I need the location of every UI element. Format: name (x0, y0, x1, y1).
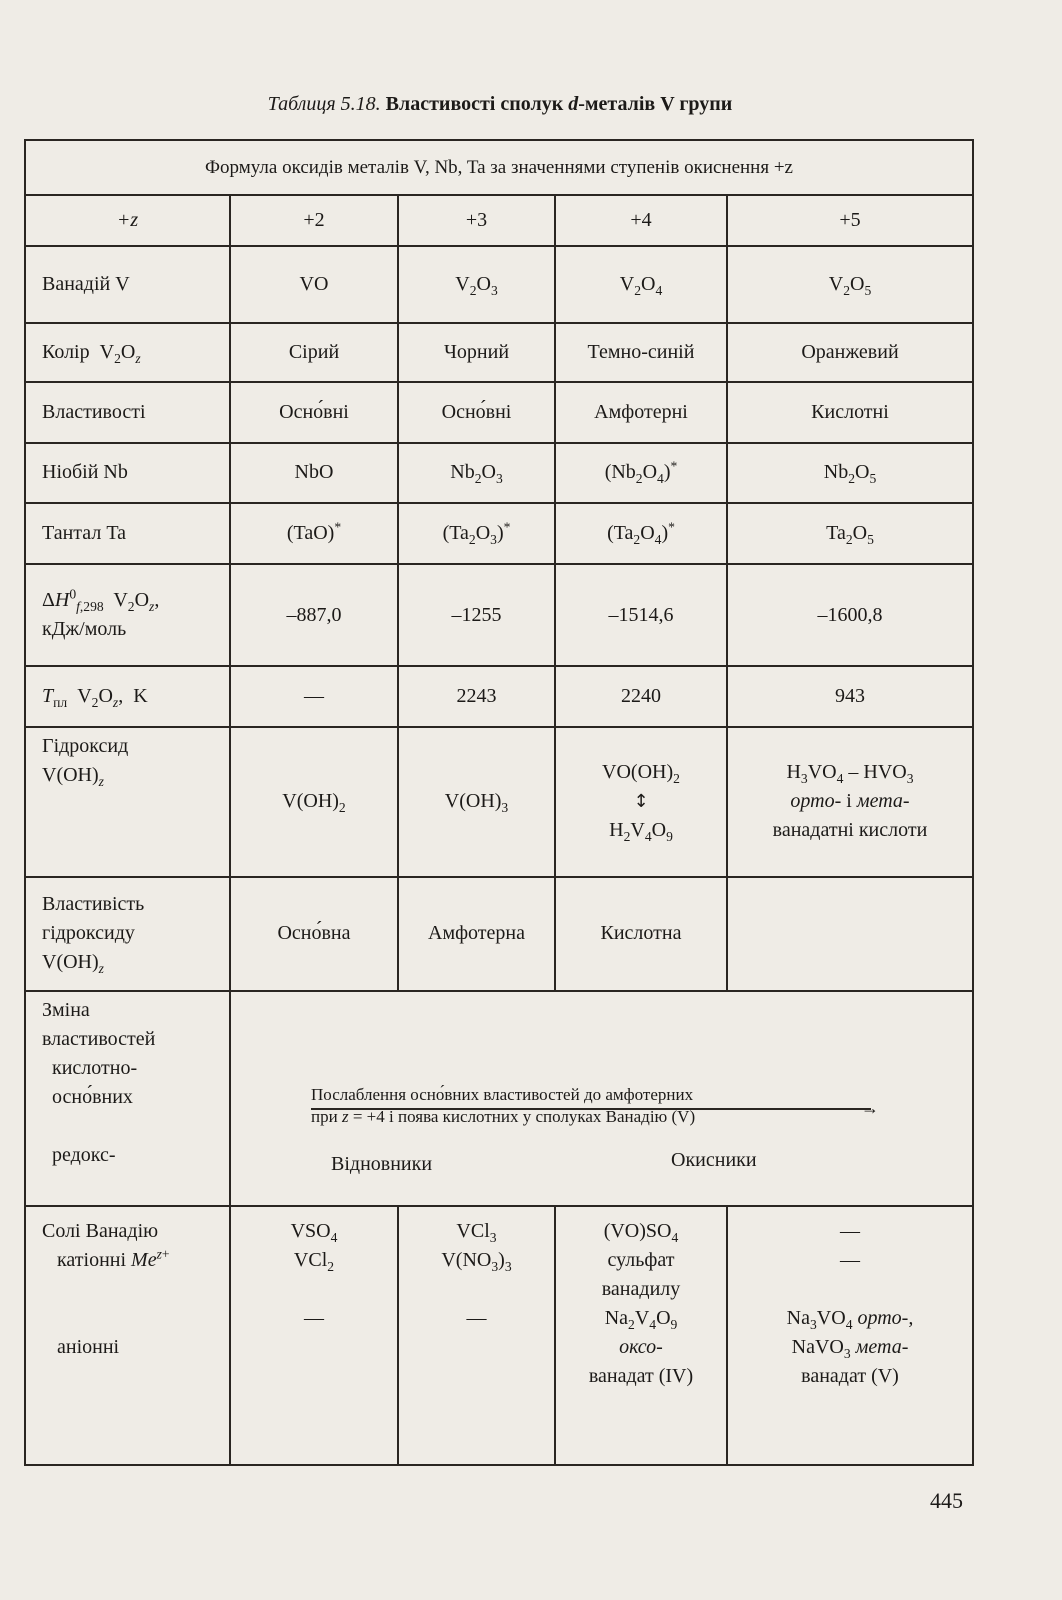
formula-cell: $Nb_2O_3$ (398, 443, 555, 504)
row-label: Гідроксид $V(OH)_z$ (25, 727, 230, 877)
row-label: Ніобій Nb (25, 443, 230, 504)
value-cell: Чорний (398, 323, 555, 382)
vanadium-row (25, 246, 973, 323)
z-value: +3 (398, 195, 555, 246)
trend-arrow-line (311, 1108, 871, 1110)
row-label: $\Delta H^0_{f,298}$ $V_2O_z$, кДж/моль (25, 564, 230, 666)
formula-cell: $V_2O_3$ (398, 246, 555, 323)
value-cell: –1255 (398, 564, 555, 666)
enthalpy-row (25, 564, 973, 666)
tantalum-row (25, 503, 973, 564)
title-text-2: -металів V групи (578, 93, 733, 115)
formula-cell: $(Nb_2O_4)^*$ (555, 443, 727, 504)
formula-cell: $V(OH)_3$ (398, 727, 555, 877)
row-label: Колір $V_2O_z$ (25, 323, 230, 382)
z-value: +2 (230, 195, 398, 246)
value-cell: –887,0 (230, 564, 398, 666)
row-label: Зміна властивостей кислотно- осно́вних редокс- (25, 991, 230, 1206)
niobium-row (25, 443, 973, 504)
formula-cell: $H_3VO_4 - HVO_3$ орто- і мета- ванадатні кислоти (727, 727, 973, 877)
row-label: Тантал Ta (25, 503, 230, 564)
formula-cell: $V_2O_4$ (555, 246, 727, 323)
z-label: +z (25, 195, 230, 246)
formula-cell: $Nb_2O_5$ (727, 443, 973, 504)
row-label: $T_{пл}$ $V_2O_z$, K (25, 666, 230, 727)
row-label: Ванадій V (25, 246, 230, 323)
value-cell: Осно́вна (230, 877, 398, 991)
value-cell: Кислотна (555, 877, 727, 991)
formula-cell: $Ta_2O_5$ (727, 503, 973, 564)
value-cell: 2240 (555, 666, 727, 727)
property-change-cell (230, 991, 973, 1206)
value-cell: Кислотні (727, 382, 973, 443)
value-cell: Сірий (230, 323, 398, 382)
row-label: Солі Ванадію катіонні $Me^{z+}$ аніонні (25, 1206, 230, 1465)
page-title (0, 93, 1000, 116)
oxidants-label: Окисники (671, 1148, 757, 1171)
property-change-row (25, 991, 973, 1206)
row-label: Властивості (25, 382, 230, 443)
z-value: +4 (555, 195, 727, 246)
value-cell: Осно́вні (398, 382, 555, 443)
salt-cell: VCl$_3$ $V(NO_3)_3$ — (398, 1206, 555, 1465)
row-label: Властивість гідроксиду $V(OH)_z$ (25, 877, 230, 991)
formula-cell: NbO (230, 443, 398, 504)
value-cell: Оранжевий (727, 323, 973, 382)
table-number: Таблиця 5.18. (267, 93, 381, 115)
formula-cell: $V_2O_5$ (727, 246, 973, 323)
table-header-row (25, 140, 973, 195)
salt-cell: $VSO_4$ VCl$_2$ — (230, 1206, 398, 1465)
properties-row (25, 382, 973, 443)
color-row (25, 323, 973, 382)
value-cell: Амфотерні (555, 382, 727, 443)
formula-cell: $(Ta_2O_3)^*$ (398, 503, 555, 564)
z-value: +5 (727, 195, 973, 246)
value-cell: 2243 (398, 666, 555, 727)
oxidation-state-row (25, 195, 973, 246)
value-cell: Темно-синій (555, 323, 727, 382)
arrow-right-icon: → (861, 1097, 879, 1118)
value-cell: 943 (727, 666, 973, 727)
value-cell (727, 877, 973, 991)
title-text-1: Властивості сполук (385, 93, 569, 115)
trend-text: Послаблення осно́вних властивостей до амфотерних при z = +4 і поява кислотних у сполуках Ванадію (V) (311, 1084, 696, 1126)
value-cell: –1600,8 (727, 564, 973, 666)
formula-cell: VO (230, 246, 398, 323)
formula-cell: $V(OH)_2$ (230, 727, 398, 877)
formula-cell: (TaO)* (230, 503, 398, 564)
properties-table (24, 139, 974, 1466)
hydroxide-property-row (25, 877, 973, 991)
salts-row (25, 1206, 973, 1465)
formula-cell: $VO(OH)_2$ ↕ $H_2V_4O_9$ (555, 727, 727, 877)
melting-row (25, 666, 973, 727)
hydroxide-row (25, 727, 973, 877)
salt-cell: — — $Na_3VO_4$ орто-, NaVO$_3$ мета- ванадат (V) (727, 1206, 973, 1465)
equilibrium-arrow-icon: ↕ (633, 791, 649, 813)
value-cell: –1514,6 (555, 564, 727, 666)
title-d: d (568, 93, 579, 115)
formula-cell: $(Ta_2O_4)^*$ (555, 503, 727, 564)
value-cell: Амфотерна (398, 877, 555, 991)
value-cell: — (230, 666, 398, 727)
page-number: 445 (930, 1488, 963, 1513)
value-cell: Осно́вні (230, 382, 398, 443)
reductors-label: Відновники (331, 1152, 433, 1175)
salt-cell: $(VO)SO_4$ сульфат ванадилу $Na_2V_4O_9$ оксо- ванадат (IV) (555, 1206, 727, 1465)
formula-caption: Формула оксидів металів V, Nb, Ta за значеннями ступенів окиснення +z (25, 140, 973, 195)
